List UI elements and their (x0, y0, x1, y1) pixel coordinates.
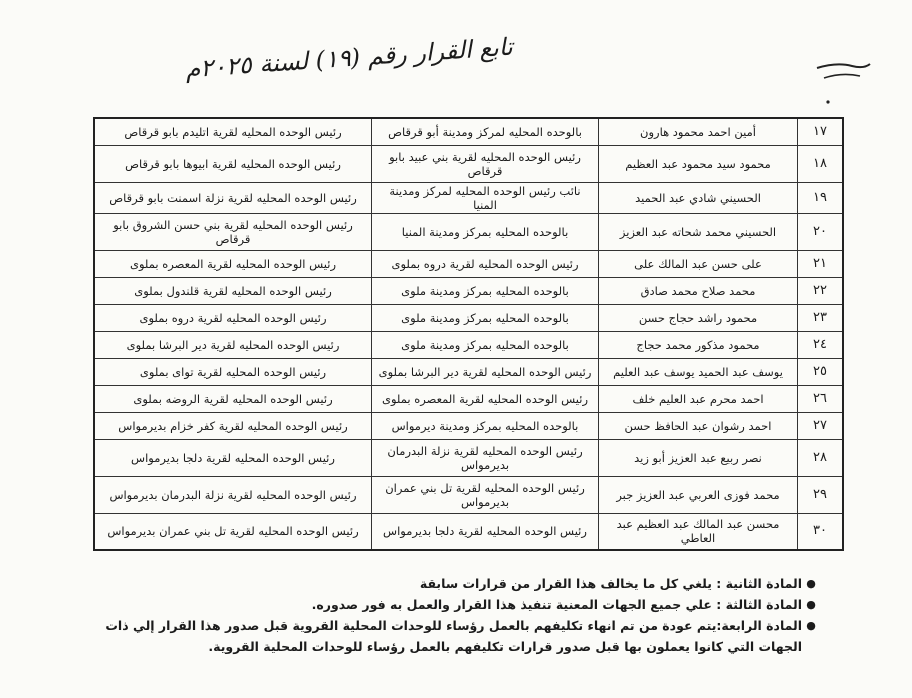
table-row (94, 277, 843, 304)
row-number: ٢٧ (798, 412, 844, 439)
row-number: ٢٤ (798, 331, 844, 358)
employee-name-cell: محسن عبد المالك عبد العظيم عبد العاطي (599, 513, 798, 550)
row-number: ٢٠ (798, 213, 844, 250)
employee-name-cell: الحسيني شادي عبد الحميد (599, 182, 798, 213)
current-position-cell: رئيس الوحده المحليه لقرية نزلة البدرمان بديرمواس (372, 439, 599, 476)
new-assignment-cell: رئيس الوحده المحليه لقرية اتليدم بابو قرقاص (94, 118, 372, 145)
new-assignment-cell: رئيس الوحده المحليه لقرية المعصره بملوى (94, 250, 372, 277)
bullet-icon: ● (806, 598, 816, 611)
new-assignment-cell: رئيس الوحده المحليه لقرية ابيوها بابو قرقاص (94, 145, 372, 182)
row-number: ٢٥ (798, 358, 844, 385)
employee-name-cell: يوسف عبد الحميد يوسف عبد العليم (599, 358, 798, 385)
table-row (94, 182, 843, 213)
employee-name-cell: محمود سيد محمود عبد العظيم (599, 145, 798, 182)
table-row (94, 250, 843, 277)
new-assignment-cell: رئيس الوحده المحليه لقرية نزلة البدرمان بديرمواس (94, 476, 372, 513)
current-position-cell: نائب رئيس الوحده المحليه لمركز ومدينة المنيا (372, 182, 599, 213)
assignments-table (93, 117, 844, 551)
employee-name-cell: على حسن عبد المالك على (599, 250, 798, 277)
row-number: ٣٠ (798, 513, 844, 550)
employee-name-cell: احمد محرم عبد العليم خلف (599, 385, 798, 412)
table-row (94, 476, 843, 513)
new-assignment-cell: رئيس الوحده المحليه لقرية دلجا بديرمواس (94, 439, 372, 476)
row-number: ١٩ (798, 182, 844, 213)
current-position-cell: بالوحده المحليه بمركز ومدينة المنيا (372, 213, 599, 250)
new-assignment-cell: رئيس الوحده المحليه لقرية الروضه بملوى (94, 385, 372, 412)
row-number: ٢٣ (798, 304, 844, 331)
table-row (94, 358, 843, 385)
table-row (94, 145, 843, 182)
current-position-cell: بالوحده المحليه بمركز ومدينة ملوى (372, 277, 599, 304)
current-position-cell: رئيس الوحده المحليه لقرية تل بني عمران بديرمواس (372, 476, 599, 513)
article-three (90, 594, 820, 615)
employee-name-cell: أمين احمد محمود هارون (599, 118, 798, 145)
current-position-cell: بالوحده المحليه بمركز ومدينة ديرمواس (372, 412, 599, 439)
employee-name-cell: نصر ربيع عبد العزيز أبو زيد (599, 439, 798, 476)
handwritten-mark-icon (812, 48, 882, 108)
article-two (90, 573, 820, 594)
table-row (94, 513, 843, 550)
bullet-icon: ● (806, 577, 816, 590)
current-position-cell: رئيس الوحده المحليه لقرية دلجا بديرمواس (372, 513, 599, 550)
table-row (94, 331, 843, 358)
current-position-cell: رئيس الوحده المحليه لقرية المعصره بملوى (372, 385, 599, 412)
row-number: ١٨ (798, 145, 844, 182)
article-two-text: المادة الثانية : يلغي كل ما يخالف هذا القرار من قرارات سابقة (419, 576, 802, 591)
current-position-cell: بالوحده المحليه بمركز ومدينة ملوى (372, 331, 599, 358)
articles-section (90, 573, 820, 657)
table-row (94, 412, 843, 439)
current-position-cell: رئيس الوحده المحليه لقرية دروه بملوى (372, 250, 599, 277)
row-number: ٢١ (798, 250, 844, 277)
new-assignment-cell: رئيس الوحده المحليه لقرية دير البرشا بملوى (94, 331, 372, 358)
table-row (94, 118, 843, 145)
new-assignment-cell: رئيس الوحده المحليه لقرية كفر خزام بديرمواس (94, 412, 372, 439)
article-three-text: المادة الثالثة : علي جميع الجهات المعنية تنفيذ هذا القرار والعمل به فور صدوره. (311, 597, 802, 612)
current-position-cell: بالوحده المحليه بمركز ومدينة ملوى (372, 304, 599, 331)
bullet-icon: ● (806, 619, 816, 632)
current-position-cell: رئيس الوحده المحليه لقرية دير البرشا بملوى (372, 358, 599, 385)
new-assignment-cell: رئيس الوحده المحليه لقرية بني حسن الشروق بابو قرقاص (94, 213, 372, 250)
row-number: ٢٦ (798, 385, 844, 412)
employee-name-cell: محمود مذكور محمد حجاج (599, 331, 798, 358)
table-row (94, 385, 843, 412)
employee-name-cell: احمد رشوان عبد الحافظ حسن (599, 412, 798, 439)
row-number: ٢٨ (798, 439, 844, 476)
current-position-cell: بالوحده المحليه لمركز ومدينة أبو قرقاص (372, 118, 599, 145)
article-four-text: المادة الرابعة:يتم عودة من تم انهاء تكليفهم بالعمل رؤساء للوحدات المحلية القروية قبل صدور هذا القرار إلي ذات الجهات التي كانوا يعملون بها قبل صدور قرارات تكليفهم بالعمل رؤساء للوحدات المحلية القروية. (105, 618, 802, 654)
new-assignment-cell: رئيس الوحده المحليه لقرية تواى بملوى (94, 358, 372, 385)
new-assignment-cell: رئيس الوحده المحليه لقرية نزلة اسمنت بابو قرقاص (94, 182, 372, 213)
employee-name-cell: الحسيني محمد شحاته عبد العزيز (599, 213, 798, 250)
employee-name-cell: محمد صلاح محمد صادق (599, 277, 798, 304)
current-position-cell: رئيس الوحده المحليه لقرية بني عبيد بابو قرقاص (372, 145, 599, 182)
employee-name-cell: محمود راشد حجاج حسن (599, 304, 798, 331)
table-row (94, 213, 843, 250)
table-row (94, 439, 843, 476)
decree-continuation-title: تابع القرار رقم (١٩) لسنة ٢٠٢٥م (184, 32, 514, 84)
row-number: ٢٢ (798, 277, 844, 304)
row-number: ١٧ (798, 118, 844, 145)
article-four (90, 615, 820, 657)
table-row (94, 304, 843, 331)
new-assignment-cell: رئيس الوحده المحليه لقرية تل بني عمران بديرمواس (94, 513, 372, 550)
new-assignment-cell: رئيس الوحده المحليه لقرية دروه بملوى (94, 304, 372, 331)
new-assignment-cell: رئيس الوحده المحليه لقرية قلندول بملوى (94, 277, 372, 304)
row-number: ٢٩ (798, 476, 844, 513)
employee-name-cell: محمد فوزى العربي عبد العزيز جبر (599, 476, 798, 513)
